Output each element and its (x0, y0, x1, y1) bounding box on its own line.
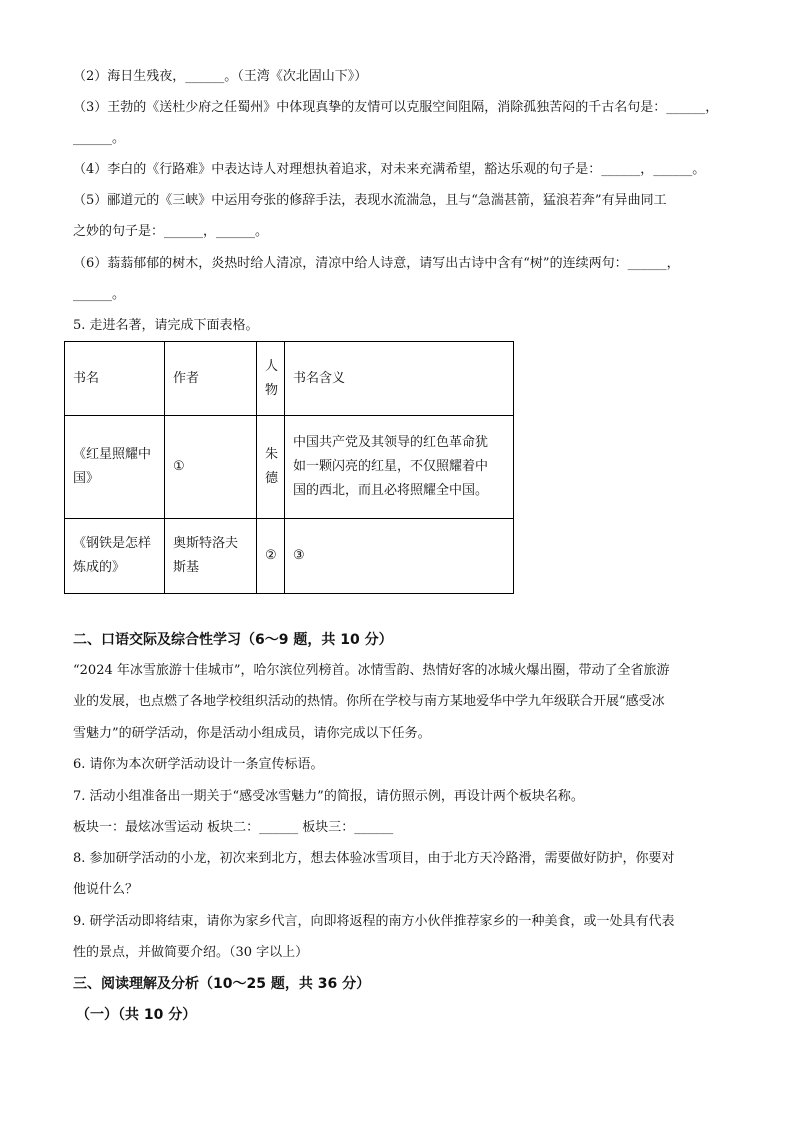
section-2-heading: 二、口语交际及综合性学习（6～9 题，共 10 分） (73, 632, 393, 648)
section-3-subheading: （一）（共 10 分） (76, 1007, 197, 1023)
question-9: 9. 研学活动即将结束，请你为家乡代言，向即将返程的南方小伙伴推荐家乡的一种美食，或一处具有代表 (73, 914, 675, 929)
header-author: 作者 (165, 342, 257, 416)
question-4: （4）李白的《行路难》中表达诗人对理想执着追求，对未来充满希望，豁达乐观的句子是：______，______。 (73, 162, 706, 177)
cell-character: ② (257, 519, 285, 594)
question-8-continued: 他说什么？ (73, 882, 139, 897)
section-3-heading: 三、阅读理解及分析（10～25 题，共 36 分） (73, 976, 371, 992)
question-3: （3）王勃的《送杜少府之任蜀州》中体现真挚的友情可以克服空间阻隔，消除孤独苦闷的千古名句是：______， (73, 100, 719, 115)
table-header-row (65, 342, 514, 416)
table-row (65, 519, 514, 594)
question-9-continued: 性的景点，并做简要介绍。（30 字以上） (73, 945, 309, 960)
section-2-intro-line: “2024 年冰雪旅游十佳城市”，哈尔滨位列榜首。冰情雪韵、热情好客的冰城火爆出圈，带动了全省旅游 (73, 663, 670, 678)
question-3-continued: ______。 (73, 131, 126, 146)
question-8: 8. 参加研学活动的小龙，初次来到北方，想去体验冰雪项目，由于北方天冷路滑，需要做好防护，你要对 (73, 851, 675, 866)
cell-author: ① (165, 416, 257, 519)
question-6: 6. 请你为本次研学活动设计一条宣传标语。 (73, 757, 324, 772)
question-7: 7. 活动小组准备出一期关于“感受冰雪魅力”的简报，请仿照示例，再设计两个板块名称。 (73, 789, 584, 804)
header-character: 人 物 (257, 342, 285, 416)
question-6-poem-continued: ______。 (73, 287, 126, 302)
question-5-instruction: 5. 走进名著，请完成下面表格。 (73, 318, 259, 333)
question-2: （2）海日生残夜，______。（王湾《次北固山下》） (73, 69, 368, 84)
question-5-poem: （5）郦道元的《三峡》中运用夸张的修辞手法，表现水流湍急，且与“急湍甚箭，猛浪若奔”有异曲同工 (73, 193, 667, 208)
question-6-poem: （6）蓊蓊郁郁的树木，炎热时给人清凉，清凉中给人诗意，请写出古诗中含有“树”的连续两句：______， (73, 256, 680, 271)
header-book: 书名 (65, 342, 165, 416)
header-meaning: 书名含义 (285, 342, 514, 416)
question-7-blocks: 板块一：最炫冰雪运动 板块二：______ 板块三：______ (73, 820, 394, 835)
cell-meaning: 中国共产党及其领导的红色革命犹 如一颗闪亮的红星，不仅照耀着中 国的西北，而且必将照耀全中国。 (285, 416, 514, 519)
cell-book: 《红星照耀中 国》 (65, 416, 165, 519)
table-row (65, 416, 514, 519)
cell-author: 奥斯特洛夫 斯基 (165, 519, 257, 594)
question-5-poem-continued: 之妙的句子是：______，______。 (73, 224, 269, 239)
cell-book: 《钢铁是怎样 炼成的》 (65, 519, 165, 594)
classic-books-table (64, 341, 514, 594)
section-2-intro-line: 业的发展，也点燃了各地学校组织活动的热情。你所在学校与南方某地爱华中学九年级联合开展“感受冰 (73, 694, 665, 709)
cell-meaning: ③ (285, 519, 514, 594)
section-2-intro-line: 雪魅力”的研学活动，你是活动小组成员，请你完成以下任务。 (73, 726, 431, 741)
cell-character: 朱 德 (257, 416, 285, 519)
